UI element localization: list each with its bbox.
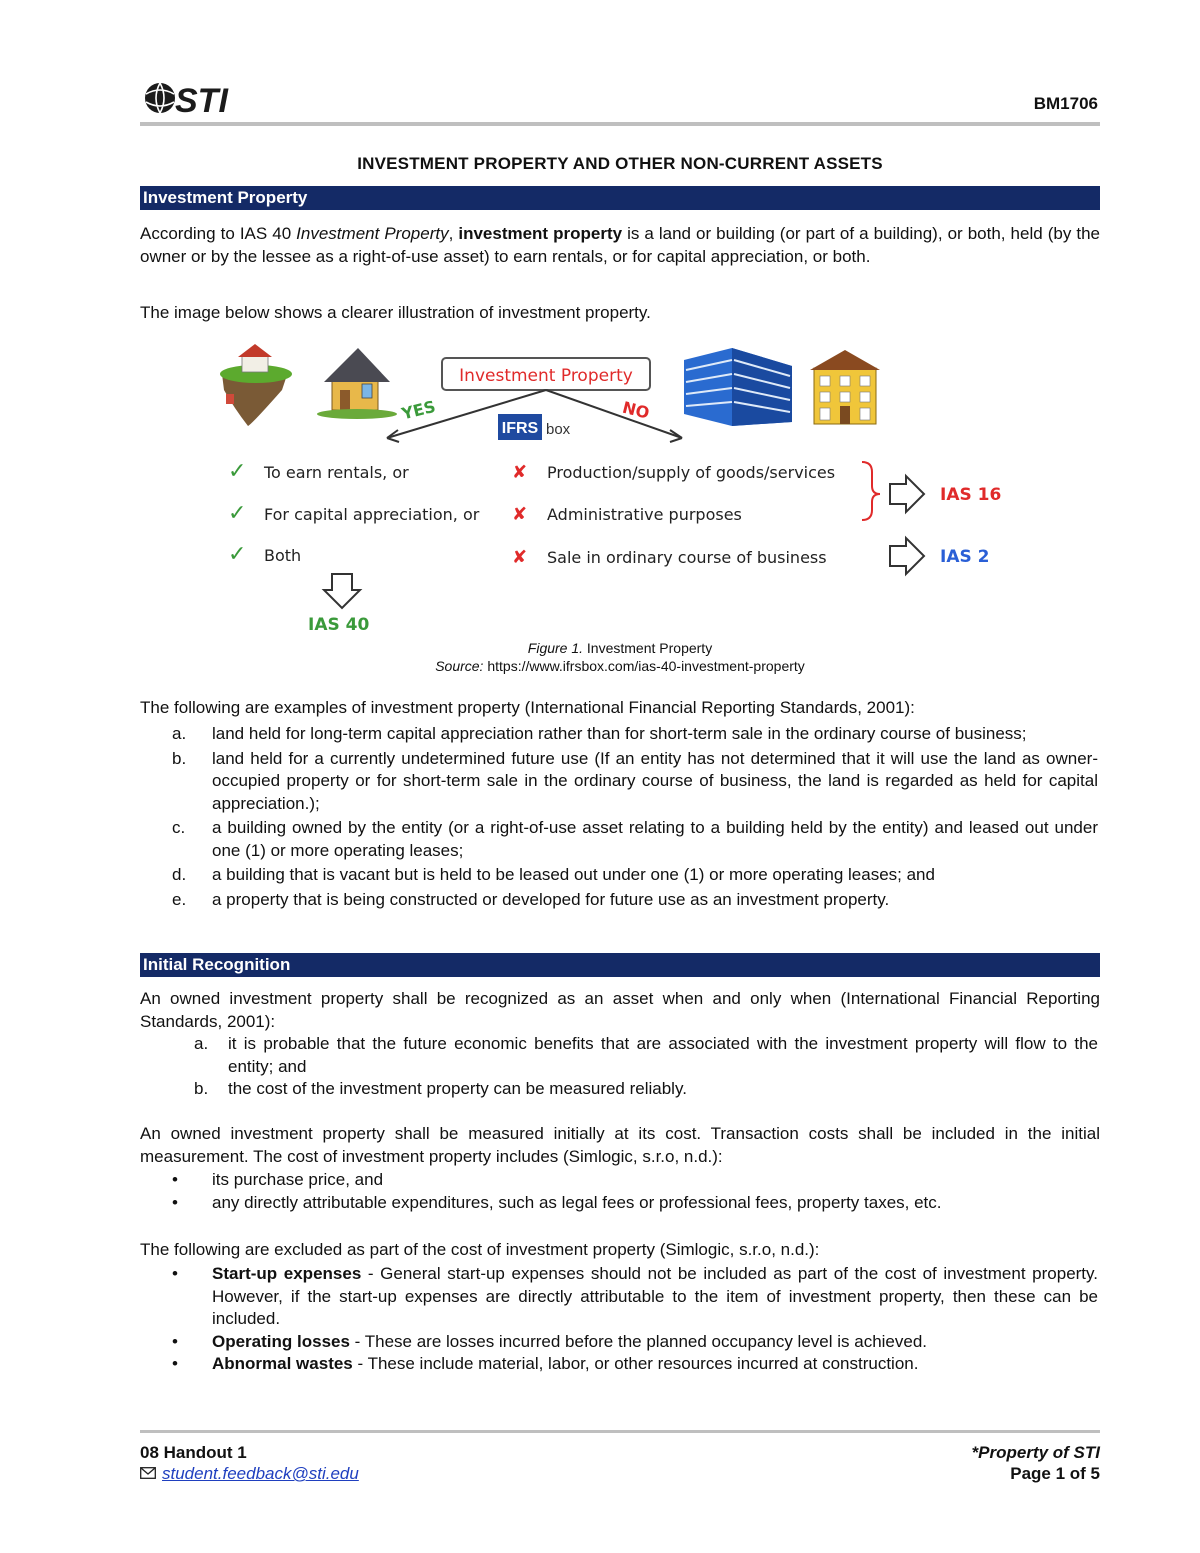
bullet-icon: • [172, 1331, 178, 1351]
arrow-right-icon [890, 538, 924, 574]
bullet-icon: • [172, 1170, 178, 1189]
check-icon: ✓ [228, 459, 247, 484]
excluded-list [172, 1263, 1098, 1376]
feedback-email-link[interactable]: student.feedback@sti.edu [162, 1464, 359, 1483]
page-title: INVESTMENT PROPERTY AND OTHER NON-CURRENT ASSETS [357, 154, 883, 173]
yes-item-3: Both [264, 546, 302, 565]
footer-right [972, 1442, 1100, 1484]
sti-logo [142, 74, 242, 120]
list-item: e. a property that is being constructed or developed for future use as an investment property. [172, 889, 890, 909]
list-item: • Abnormal wastes - These include material, labor, or other resources incurred at construction. [172, 1353, 1098, 1376]
definition-paragraph: According to IAS 40 Investment Property, investment property is a land or building (or part of a building), or both, held (by the owner or by the lessee as a right-of-use asset) to earn rentals, or for capital appreciation, or both. [140, 224, 1100, 266]
svg-text:IFRS: IFRS [501, 420, 539, 437]
list-item: a. it is probable that the future economic benefits that are associated with the investment property will flow to the entity; and [194, 1034, 1098, 1076]
yes-item-1: To earn rentals, or [264, 463, 409, 482]
no-item-2: Administrative purposes [547, 505, 742, 524]
cross-icon: ✘ [512, 462, 528, 483]
brace-icon [862, 462, 880, 520]
ias2-label: IAS 2 [940, 547, 990, 567]
property-notice: *Property of STI [971, 1443, 1100, 1462]
ias40-label: IAS 40 [308, 615, 370, 635]
cost-list [172, 1169, 1098, 1214]
bullet-icon: • [172, 1192, 178, 1212]
svg-text:STI: STI [175, 82, 228, 120]
footer-divider [140, 1430, 1100, 1433]
page-number: Page 1 of 5 [1010, 1464, 1100, 1483]
cross-icon: ✘ [512, 504, 528, 525]
no-item-1: Production/supply of goods/services [547, 463, 836, 482]
figure-caption: Figure 1. Investment Property [527, 640, 713, 656]
cross-icon: ✘ [512, 547, 528, 568]
document-code: BM1706 [1033, 94, 1098, 113]
header-divider [140, 122, 1100, 126]
ias16-label: IAS 16 [940, 485, 1002, 505]
svg-text:box: box [546, 421, 571, 438]
excluded-intro: The following are excluded as part of the cost of investment property (Simlogic, s.r.o, n.d.): [140, 1240, 820, 1259]
section-heading-investment-property: Investment Property [140, 186, 1100, 210]
recognition-list [194, 1033, 1098, 1101]
arrow-down-icon [324, 574, 360, 608]
recognition-intro: An owned investment property shall be recognized as an asset when and only when (International Financial Reporting Standards, 2001): [140, 989, 1100, 1031]
bullet-icon: • [172, 1354, 178, 1373]
figure-intro-paragraph: The image below shows a clearer illustration of investment property. [140, 303, 651, 322]
list-item: • its purchase price, and [172, 1169, 1098, 1192]
list-item: d. a building that is vacant but is held to be leased out under one (1) or more operating leases; and [172, 865, 935, 884]
no-item-3: Sale in ordinary course of business [547, 548, 827, 567]
section-heading-initial-recognition: Initial Recognition [140, 953, 1100, 977]
house-icon [317, 348, 397, 419]
yes-item-2: For capital appreciation, or [264, 505, 480, 524]
feedback-email-row [140, 1463, 359, 1484]
list-item: a. land held for long-term capital appreciation rather than for short-term sale in the ordinary course of business; [172, 724, 1027, 743]
handout-label: 08 Handout 1 [140, 1443, 247, 1462]
figure-source: Source: https://www.ifrsbox.com/ias-40-investment-property [435, 658, 805, 674]
land-island-icon [220, 344, 292, 426]
list-item: c. a building owned by the entity (or a right-of-use asset relating to a building held by the entity) and leased out under one (1) or more operating leases; [172, 818, 1098, 860]
office-building-icon [684, 348, 792, 426]
check-icon: ✓ [228, 542, 247, 567]
list-item: b. land held for a currently undetermined future use (If an entity has not determined that it will use the land as owner-occupied property or for short-term sale in the ordinary course of business, the land is regarded as held for capital appreciation.); [172, 748, 1098, 813]
cost-intro: An owned investment property shall be measured initially at its cost. Transaction costs shall be included in the initial measurement. The cost of investment property includes (Simlogic, s.r.o, n.d.): [140, 1124, 1100, 1166]
ifrsbox-logo [498, 414, 571, 440]
check-icon: ✓ [228, 501, 247, 526]
bullet-icon: • [172, 1264, 178, 1283]
list-item: • any directly attributable expenditures, such as legal fees or professional fees, property taxes, etc. [172, 1192, 1098, 1215]
investment-property-figure [212, 338, 1002, 638]
yes-label: YES [399, 396, 438, 424]
page-header [140, 68, 1100, 124]
investment-property-label: Investment Property [459, 366, 633, 386]
list-item: • Start-up expenses - General start-up expenses should not be included as part of the cost of investment property. However, if the start-up expenses are directly attributable to the item of investment property, then these can be included. [172, 1264, 1098, 1328]
footer-left [140, 1442, 359, 1484]
examples-intro: The following are examples of investment property (International Financial Reporting Standards, 2001): [140, 698, 915, 717]
envelope-icon [140, 1463, 162, 1484]
list-item: b. the cost of the investment property can be measured reliably. [194, 1079, 687, 1098]
examples-list [172, 723, 1098, 911]
globe-icon [145, 83, 175, 113]
arrow-right-icon [890, 476, 924, 512]
apartment-building-icon [810, 350, 880, 424]
no-label: NO [620, 397, 652, 423]
list-item: • Operating losses - These are losses incurred before the planned occupancy level is achieved. [172, 1331, 1098, 1354]
